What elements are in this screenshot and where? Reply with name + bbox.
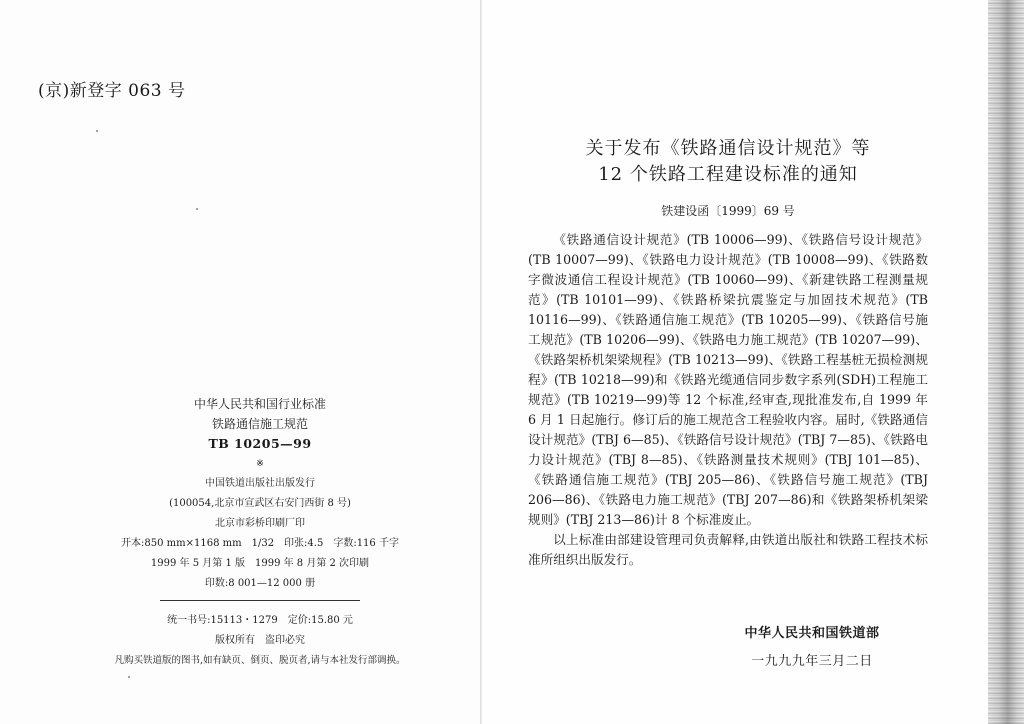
separator-mark: ※: [256, 458, 264, 469]
format-info: 开本:850 mm×1168 mm 1/32 印张:4.5 字数:116 千字: [121, 538, 399, 549]
notice-body: [528, 230, 928, 570]
colophon-divider: [160, 600, 360, 601]
issuing-authority: 中华人民共和国铁道部: [744, 626, 880, 641]
scan-edge-shadow: [988, 0, 1024, 724]
standard-title: 铁路通信施工规范: [211, 417, 308, 431]
scan-speck: [196, 208, 198, 210]
publisher-address: (100054,北京市宣武区右安门西街 8 号): [169, 498, 351, 509]
notice-paragraph-2: 以上标准由部建设管理司负责解释,由铁道出版社和铁路工程技术标准所组织出版发行。: [528, 532, 928, 567]
issue-date: 一九九九年三月二日: [751, 654, 873, 669]
print-run: 印数:8 001—12 000 册: [204, 578, 316, 589]
edition-info: 1999 年 5 月第 1 版 1999 年 8 月第 2 次印刷: [150, 558, 370, 569]
colophon: [50, 394, 470, 671]
copyright: 版权所有 盗印必究: [215, 635, 305, 646]
notice-title-line-1: 关于发布《铁路通信设计规范》等: [585, 138, 871, 159]
signoff: [722, 624, 902, 674]
notice-title-line-2: 12 个铁路工程建设标准的通知: [598, 164, 858, 185]
right-page: [482, 0, 988, 724]
registration-number: (京)新登字 063 号: [38, 81, 186, 101]
document-number: 铁建设函〔1999〕69 号: [661, 204, 795, 218]
book-number: 统一书号:15113・1279 定价:15.80 元: [167, 615, 353, 626]
notice-paragraph-1: 《铁路通信设计规范》(TB 10006—99)、《铁路信号设计规范》(TB 10007—99)、《铁路电力设计规范》(TB 10008—99)、《铁路数字微波通信工程设计规范》(TB 10060—99)、《新建铁路工程测量规范》(TB 10101—99)、《铁路桥梁抗震鉴定与加固技术规范》(TB 10116—99)、《铁路通信施工规范》(TB 10205—99)、《铁路信号施工规范》(TB 10206—99)、《铁路电力施工规范》(TB 10207—99)、《铁路架桥机架梁规程》(TB 10213—99)、《铁路工程基桩无损检测规程》(TB 10218—99)和《铁路光缆通信同步数字系列(SDH)工程施工规范》(TB 10219—99)等 12 个标准,经审查,现批准发布,自 1999 年 6 月 1 日起施行。修订后的施工规范含工程验收内容。届时,《铁路通信设计规范》(TBJ 6—85)、《铁路信号设计规范》(TBJ 7—85)、《铁路电力设计规范》(TBJ 8—85)、《铁路测量技术规则》(TBJ 101—85)、《铁路通信施工规范》(TBJ 205—86)、《铁路信号施工规范》(TBJ 206—86)、《铁路电力施工规范》(TBJ 207—86)和《铁路架桥机架梁规则》(TBJ 213—86)计 8 个标准废止。: [528, 232, 928, 527]
notice-title: [528, 136, 928, 188]
return-note: 凡购买铁道版的图书,如有缺页、倒页、脱页者,请与本社发行部调换。: [114, 655, 406, 666]
notice: [528, 136, 928, 570]
standard-code: TB 10205—99: [208, 436, 312, 451]
scan-speck: [96, 130, 98, 132]
publisher: 中国铁道出版社出版发行: [205, 478, 315, 489]
scan-speck: [128, 676, 130, 678]
printer: 北京市彩桥印刷厂印: [215, 518, 305, 529]
standard-type: 中华人民共和国行业标准: [193, 397, 326, 411]
left-page: [0, 0, 480, 724]
